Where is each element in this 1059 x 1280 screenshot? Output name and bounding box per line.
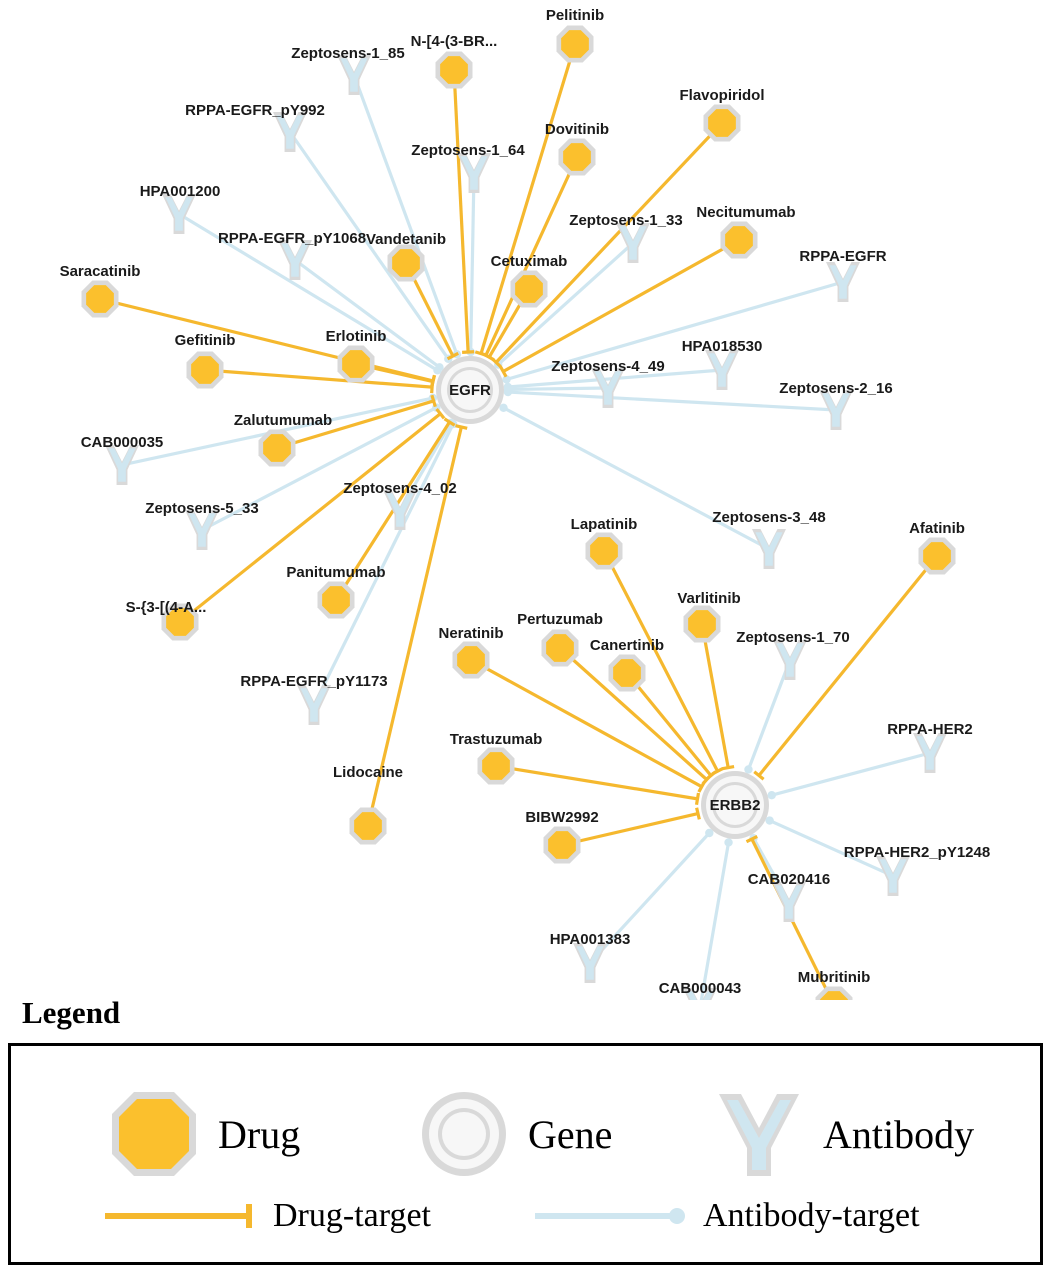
antibody-node-fill (829, 265, 856, 299)
antibody-node[interactable] (876, 856, 910, 896)
antibody-node-fill (916, 736, 943, 770)
drug-node[interactable] (919, 538, 956, 575)
drug-node-label: Varlitinib (677, 589, 741, 607)
gene-icon (416, 1086, 512, 1182)
antibody-node-label: HPA001200 (139, 182, 221, 200)
antibody-node[interactable] (616, 223, 650, 263)
antibody-node-label: RPPA-HER2 (887, 720, 973, 738)
drug-node-fill (563, 143, 591, 171)
antibody-node[interactable] (826, 262, 860, 302)
antibody-node-fill (879, 859, 906, 893)
drug-node[interactable] (586, 533, 623, 570)
gene-node-label: ERBB2 (709, 796, 761, 814)
drug-target-edge (627, 673, 711, 776)
drug-node[interactable] (318, 582, 355, 619)
antibody-target-edge (471, 173, 474, 352)
drug-node-fill (354, 812, 382, 840)
drug-node-label: Afatinib (909, 519, 965, 537)
antibody-node-fill (300, 688, 327, 722)
drug-node-label: S-{3-[(4-A... (125, 598, 207, 616)
antibody-node[interactable] (573, 943, 607, 983)
drug-node-label: Saracatinib (59, 262, 141, 280)
antibody-node-label: Zeptosens-2_16 (779, 379, 893, 397)
antibody-node-label: Zeptosens-4_02 (343, 479, 457, 497)
antibody-target-edge (772, 753, 930, 795)
legend-item-antibody-target (531, 1196, 920, 1236)
drug-node-label: Necitumumab (696, 203, 796, 221)
legend-item-antibody (711, 1086, 974, 1182)
drug-node-fill (546, 634, 574, 662)
drug-node-label: Trastuzumab (449, 730, 543, 748)
antibody-node[interactable] (772, 882, 806, 922)
antibody-node-fill (165, 197, 192, 231)
legend-node-row (11, 1086, 1040, 1186)
drug-target-edge-cap (432, 381, 433, 393)
drug-node-fill (392, 249, 420, 277)
drug-node[interactable] (259, 430, 296, 467)
drug-node-label: Mubritinib (797, 968, 871, 986)
antibody-target-edge (508, 388, 608, 389)
antibody-node-fill (619, 226, 646, 260)
drug-node-label: BIBW2992 (525, 808, 599, 826)
antibody-node-label: Zeptosens-1_85 (291, 44, 405, 62)
drug-node-fill (263, 434, 291, 462)
drug-node-fill (725, 226, 753, 254)
antibody-node-label: RPPA-EGFR_pY1173 (240, 672, 388, 690)
antibody-node[interactable] (105, 445, 139, 485)
drug-icon (106, 1086, 202, 1182)
antibody-node-label: Zeptosens-4_49 (551, 357, 665, 375)
antibody-node-label: RPPA-EGFR (799, 247, 887, 265)
antibody-node-label: RPPA-EGFR_pY992 (185, 101, 325, 119)
drug-node[interactable] (388, 245, 425, 282)
antibody-node-fill (188, 513, 215, 547)
drug-node-label: Panitumumab (286, 563, 386, 581)
drug-node-fill (708, 109, 736, 137)
antibody-node-label: Zeptosens-1_64 (411, 141, 525, 159)
drug-node-label: Canertinib (589, 636, 665, 654)
drug-target-edge-icon (101, 1196, 261, 1236)
drug-node-fill (457, 646, 485, 674)
labels-layer (60, 7, 991, 997)
antibody-node-fill (776, 643, 803, 677)
legend-title: Legend (22, 995, 121, 1030)
antibody-node-fill (281, 243, 308, 277)
antibody-node-label: CAB020416 (747, 870, 831, 888)
drug-node-fill (322, 586, 350, 614)
drug-target-edge (496, 766, 697, 799)
antibody-node-label: CAB000035 (80, 433, 164, 451)
antibody-node-fill (340, 58, 367, 92)
legend-item-drug (106, 1086, 300, 1182)
legend-item-gene (416, 1086, 612, 1182)
drug-node-fill (515, 275, 543, 303)
antibody-node-label: Zeptosens-5_33 (145, 499, 259, 517)
legend-item-drug-target (101, 1196, 431, 1236)
antibody-target-edge-cap (768, 791, 776, 799)
drug-node-label: Lidocaine (332, 763, 404, 781)
antibody-icon (711, 1086, 807, 1182)
drug-node-fill (191, 356, 219, 384)
gene-node-label: EGFR (449, 381, 491, 399)
drug-node-fill (590, 537, 618, 565)
drug-target-edge-cap (722, 767, 734, 769)
drug-node-fill (482, 752, 510, 780)
legend-label-drug: Drug (218, 1111, 301, 1157)
drug-target-edge-cap (456, 426, 468, 429)
antibody-node[interactable] (752, 529, 786, 569)
drug-node-label: Dovitinib (544, 120, 610, 138)
drug-node-fill (688, 610, 716, 638)
antibody-node-label: HPA001383 (549, 930, 631, 948)
drug-node-fill (440, 56, 468, 84)
drug-node[interactable] (436, 52, 473, 89)
antibody-node-fill (775, 885, 802, 919)
antibody-node-label: Zeptosens-3_48 (712, 508, 826, 526)
drug-node-fill (561, 30, 589, 58)
antibody-node-label: RPPA-HER2_pY1248 (843, 843, 991, 861)
drug-node[interactable] (453, 642, 490, 679)
legend-label-drug-target: Drug-target (273, 1197, 431, 1234)
antibody-target-edge-cap (765, 816, 773, 824)
antibody-node-fill (576, 946, 603, 980)
drug-node-label: Cetuximab (490, 252, 568, 270)
drug-node[interactable] (82, 281, 119, 318)
antibody-node-fill (108, 448, 135, 482)
antibody-target-edge-cap (744, 765, 752, 773)
drug-node[interactable] (816, 987, 853, 1000)
drug-node[interactable] (557, 26, 594, 63)
drug-node[interactable] (187, 352, 224, 389)
legend-label-gene: Gene (528, 1111, 613, 1157)
drug-node[interactable] (350, 808, 387, 845)
drug-node-label: Vandetanib (365, 230, 447, 248)
drug-node-label: Gefitinib (174, 331, 236, 349)
drug-node[interactable] (542, 630, 579, 667)
antibody-node-label: HPA018530 (681, 337, 763, 355)
drug-node-label: Lapatinib (570, 515, 638, 533)
drug-node-label: Pelitinib (545, 6, 605, 24)
antibody-node-fill (460, 156, 487, 190)
drug-node[interactable] (609, 655, 646, 692)
legend-label-antibody-target: Antibody-target (703, 1197, 920, 1234)
antibody-node-label: Zeptosens-1_70 (736, 628, 850, 646)
drug-node-label: Erlotinib (325, 327, 387, 345)
legend-label-antibody: Antibody (823, 1111, 975, 1157)
antibody-target-edge-cap (724, 838, 732, 846)
drug-node-fill (342, 350, 370, 378)
drug-node-fill (613, 659, 641, 687)
antibody-target-edge (354, 75, 457, 354)
drug-node-label: Zalutumumab (233, 411, 333, 429)
drug-node[interactable] (478, 748, 515, 785)
antibody-target-edge-cap (499, 404, 507, 412)
drug-node-label: Flavopiridol (679, 86, 765, 104)
antibody-node[interactable] (162, 194, 196, 234)
drug-node-label: Pertuzumab (517, 610, 603, 628)
antibody-node-label: CAB000043 (658, 979, 742, 997)
drug-node[interactable] (511, 271, 548, 308)
drug-target-edge-cap (697, 793, 699, 805)
antibody-node-label: Zeptosens-1_33 (569, 211, 683, 229)
antibody-target-edge (748, 660, 790, 769)
drug-node[interactable] (721, 222, 758, 259)
legend-edge-row (11, 1196, 1040, 1256)
drug-target-edge-cap (462, 352, 474, 353)
drug-node-fill (86, 285, 114, 313)
drug-node[interactable] (544, 827, 581, 864)
drug-target-edge-cap (697, 808, 700, 820)
antibody-target-edge-icon (531, 1196, 691, 1236)
drug-node[interactable] (559, 139, 596, 176)
drug-node-fill (923, 542, 951, 570)
drug-node[interactable] (338, 346, 375, 383)
antibody-node[interactable] (913, 733, 947, 773)
drug-target-edge (454, 70, 468, 352)
antibody-node-fill (755, 532, 782, 566)
antibody-target-edge-cap (504, 388, 512, 396)
antibody-node[interactable] (457, 153, 491, 193)
antibody-node[interactable] (773, 640, 807, 680)
antibody-target-edge (700, 842, 729, 1000)
drug-node-label: N-[4-(3-BR... (410, 32, 498, 50)
antibody-node-label: RPPA-EGFR_pY1068 (217, 229, 367, 247)
drug-node-fill (548, 831, 576, 859)
drug-node[interactable] (704, 105, 741, 142)
legend-box (8, 1043, 1043, 1265)
antibody-node[interactable] (297, 685, 331, 725)
drug-node[interactable] (684, 606, 721, 643)
drug-node-label: Neratinib (438, 624, 504, 642)
